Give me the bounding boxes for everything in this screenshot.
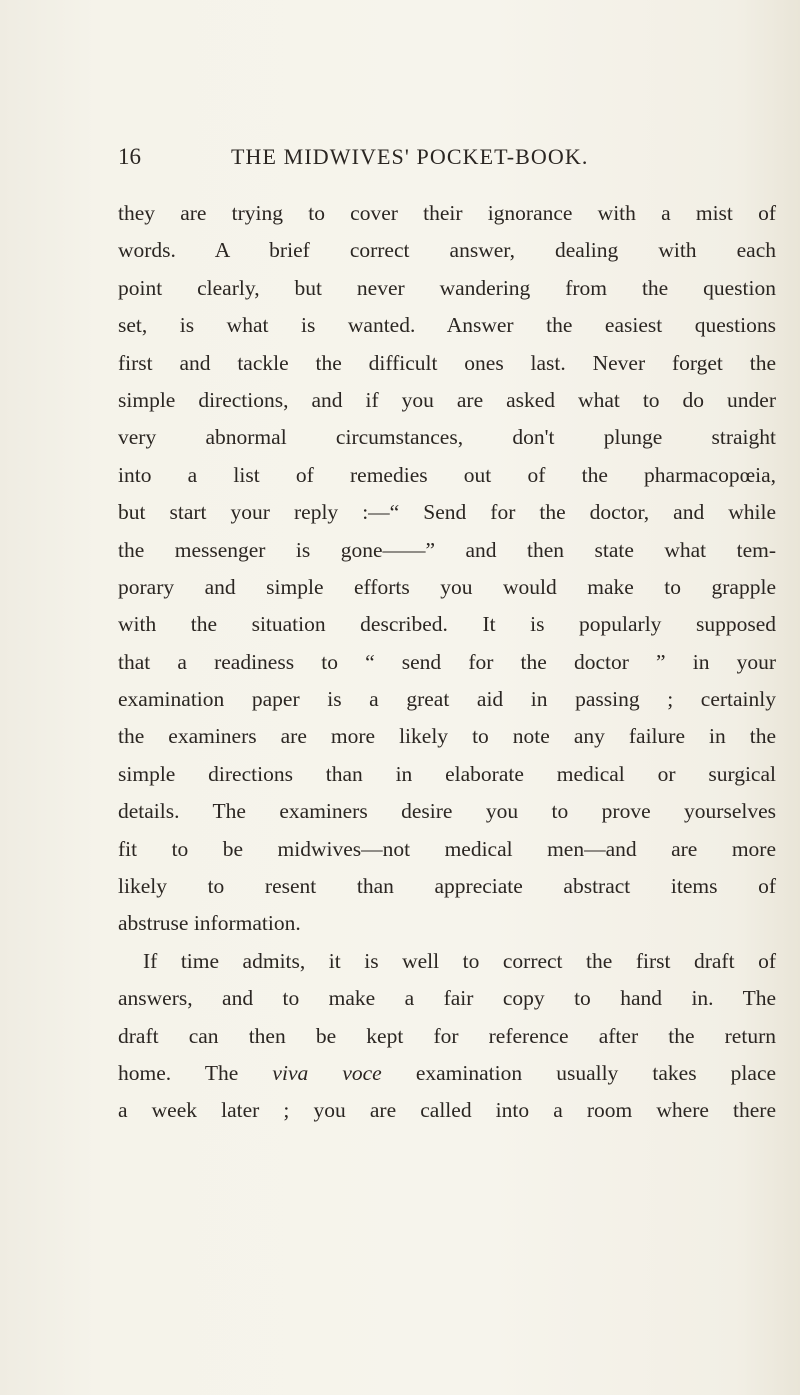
- text-fragment: home.: [118, 1060, 172, 1085]
- text-line: the messenger is gone——” and then state what tem-: [118, 537, 776, 562]
- running-head: THE MIDWIVES' POCKET-BOOK.: [231, 144, 589, 169]
- text-line: examination paper is a great aid in passing ; certainly: [118, 687, 776, 712]
- text-line: but start your reply :—“ Send for the doctor, and while: [118, 500, 776, 525]
- page-number: 16: [118, 144, 141, 169]
- text-line: If time admits, it is well to correct the first draft of: [143, 948, 776, 973]
- text-line: details. The examiners desire you to prove yourselves: [118, 799, 776, 824]
- text-fragment: examination usually takes place: [415, 1060, 777, 1085]
- text-line: set, is what is wanted. Answer the easiest questions: [118, 313, 776, 338]
- text-line: likely to resent than appreciate abstract items of: [118, 874, 776, 899]
- text-line: that a readiness to “ send for the doctor ” in your: [118, 649, 776, 674]
- text-line: simple directions than in elaborate medical or surgical: [118, 761, 776, 786]
- text-line: into a list of remedies out of the pharmacopœia,: [118, 462, 776, 487]
- italic-phrase: viva voce: [272, 1060, 382, 1085]
- text-line: abstruse information.: [118, 911, 301, 936]
- paragraph: [118, 195, 776, 943]
- text-line: they are trying to cover their ignorance with a mist of: [118, 201, 776, 225]
- text-line: a week later ; you are called into a room where there: [118, 1098, 776, 1123]
- text-line: draft can then be kept for reference after the return: [118, 1023, 776, 1048]
- body-text: [118, 195, 776, 1130]
- text-line: answers, and to make a fair copy to hand in. The: [118, 986, 776, 1011]
- text-line: first and tackle the difficult ones last. Never forget the: [118, 350, 776, 375]
- text-line: words. A brief correct answer, dealing with each: [118, 238, 776, 263]
- text-fragment: The: [204, 1060, 239, 1085]
- text-line: very abnormal circumstances, don't plunge straight: [118, 425, 776, 450]
- page-header: [118, 140, 718, 174]
- text-line: point clearly, but never wandering from the question: [118, 275, 776, 300]
- paragraph: [118, 943, 776, 1130]
- text-line: the examiners are more likely to note any failure in the: [118, 724, 776, 749]
- text-line: with the situation described. It is popularly supposed: [118, 612, 776, 637]
- text-line: fit to be midwives—not medical men—and are more: [118, 836, 776, 861]
- text-line: porary and simple efforts you would make to grapple: [118, 574, 776, 599]
- text-line: simple directions, and if you are asked what to do under: [118, 387, 776, 412]
- text-line: [118, 1055, 776, 1092]
